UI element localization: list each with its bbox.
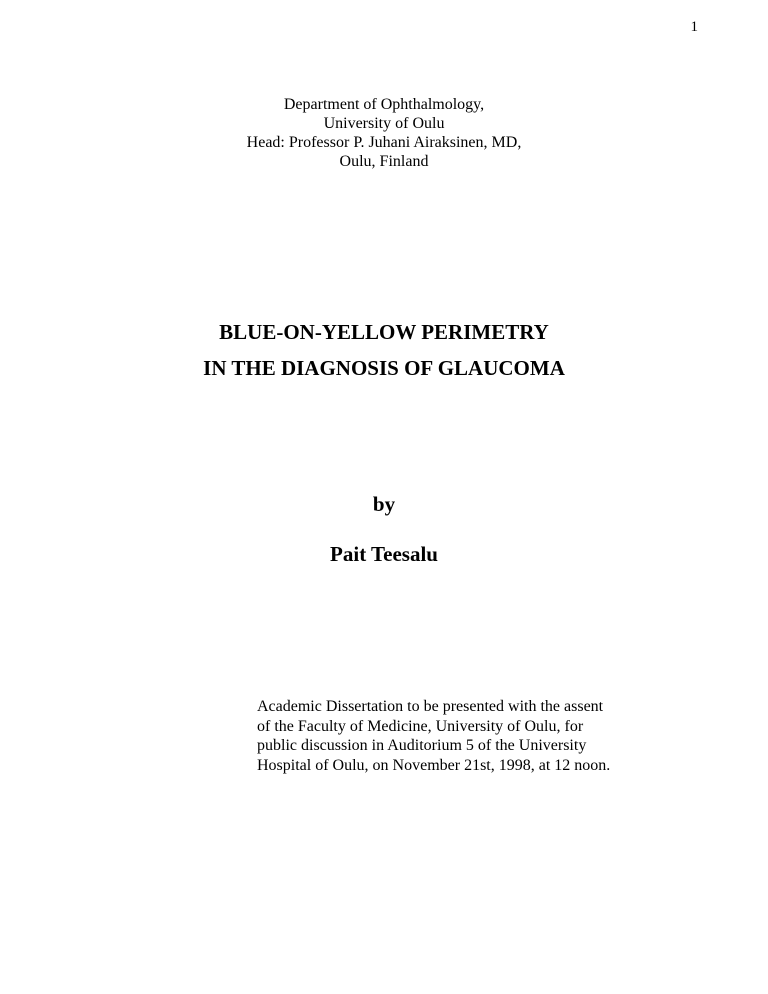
- page-number: 1: [690, 19, 698, 35]
- note-line-2: of the Faculty of Medicine, University of Oulu, for: [257, 717, 584, 735]
- dissertation-note: [257, 697, 727, 775]
- note-line-3: public discussion in Auditorium 5 of the University: [257, 737, 587, 754]
- department-line: Department of Ophthalmology,: [283, 96, 485, 113]
- head-line: Head: Professor P. Juhani Airaksinen, MD,: [246, 134, 522, 151]
- note-line-4: Hospital of Oulu, on November 21st, 1998, at 12 noon.: [257, 756, 611, 774]
- note-line-1: Academic Dissertation to be presented with the assent: [257, 698, 604, 715]
- location-line: Oulu, Finland: [339, 153, 429, 170]
- title-line-2: IN THE DIAGNOSIS OF GLAUCOMA: [203, 356, 565, 380]
- title-line-1: BLUE-ON-YELLOW PERIMETRY: [219, 320, 549, 344]
- author-name: Pait Teesalu: [330, 542, 438, 566]
- by-label: by: [372, 492, 396, 516]
- dissertation-title: [0, 314, 768, 386]
- department-header: [0, 95, 768, 171]
- university-line: University of Oulu: [323, 115, 445, 132]
